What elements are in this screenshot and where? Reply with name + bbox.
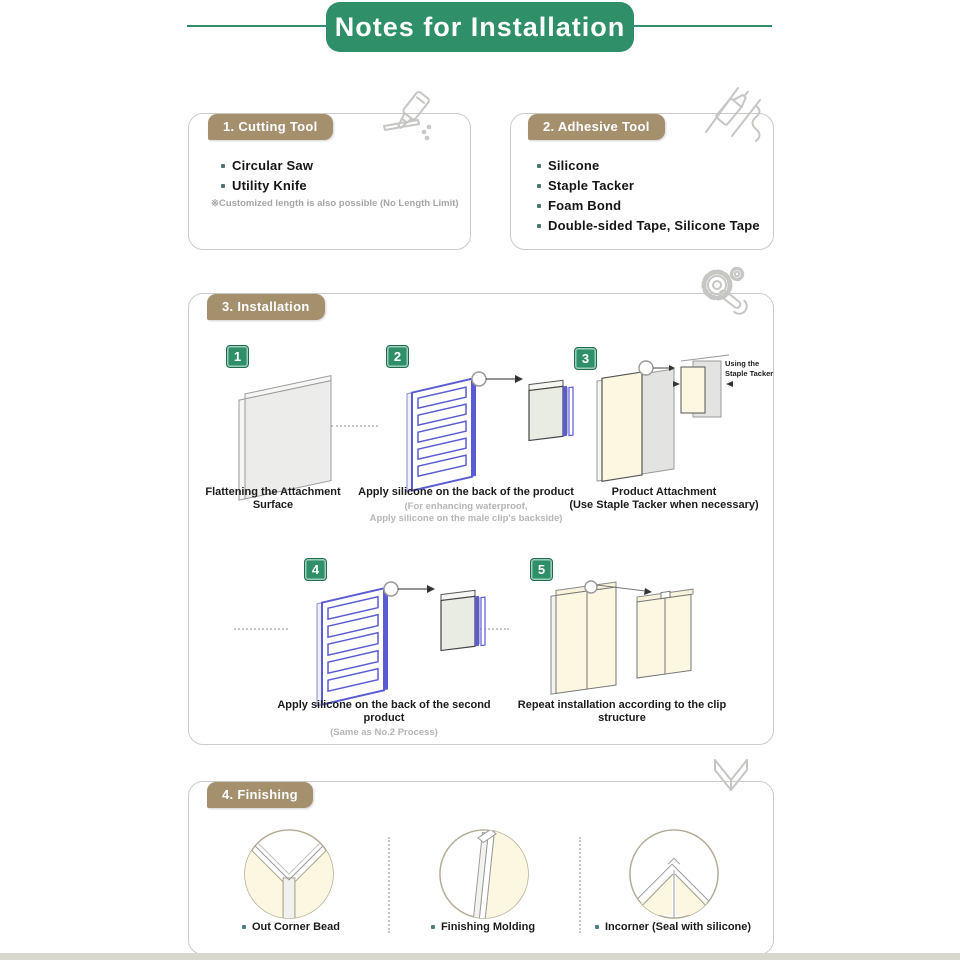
- dotted-separator: [388, 837, 390, 933]
- incorner-illustration: [627, 827, 721, 921]
- page-title: [326, 2, 634, 52]
- caption-text: Repeat installation according to the clip structure: [517, 699, 727, 724]
- bottom-strip: [0, 953, 960, 960]
- bullet-icon: [537, 164, 541, 168]
- finishing-title: 4. Finishing: [207, 782, 313, 808]
- cutting-tool-note: ※Customized length is also possible (No Length Limit): [211, 198, 459, 209]
- list-item: [537, 198, 760, 213]
- inset-label-line1: Using the: [725, 359, 760, 368]
- bullet-icon: [595, 925, 599, 929]
- step3-caption: [549, 486, 779, 512]
- list-item-label: Silicone: [548, 158, 600, 173]
- installation-panel: [188, 293, 774, 745]
- finishing-panel: [188, 781, 774, 955]
- step-number-badge: 1: [226, 345, 249, 368]
- finishing-item-text: Finishing Molding: [440, 921, 536, 933]
- utility-knife-icon: [378, 88, 440, 148]
- caption-text: Flattening the Attachment Surface: [205, 486, 341, 511]
- bullet-icon: [242, 925, 246, 929]
- dotted-separator: [234, 628, 288, 630]
- staple-tacker-inset-label: [725, 359, 777, 379]
- step-number-badge: 5: [530, 558, 553, 581]
- step4-silicone-illustration: [301, 559, 491, 711]
- silicone-gun-icon: [698, 84, 770, 154]
- list-item-label: Circular Saw: [232, 158, 314, 173]
- corner-bead-icon: [705, 756, 757, 808]
- finishing-item-label: [211, 921, 371, 933]
- list-item: [537, 158, 760, 173]
- bullet-icon: [221, 164, 225, 168]
- caption-text: Apply silicone on the back of the product: [358, 486, 574, 498]
- adhesive-tool-list: [537, 158, 760, 238]
- step-number-badge: 2: [386, 345, 409, 368]
- step4-subcaption: [264, 727, 504, 739]
- finishing-item-text: Incorner (Seal with silicone): [604, 921, 752, 933]
- inset-label-line2: Staple Tacker: [725, 369, 774, 378]
- page-title-text: Notes for Installation: [334, 11, 626, 42]
- step-number-badge: 4: [304, 558, 327, 581]
- step1-flat-surface-illustration: [213, 351, 363, 501]
- finishing-item-label: [403, 921, 563, 933]
- step5-repeat-illustration: [541, 561, 721, 701]
- step1-caption: [189, 486, 357, 512]
- list-item: [537, 178, 760, 193]
- finishing-molding-illustration: [437, 827, 531, 921]
- subcaption-line2: Apply silicone on the male clip's backside): [369, 513, 563, 524]
- subcaption-line1: (For enhancing waterproof,: [404, 501, 528, 512]
- gear-wrench-icon: [695, 264, 753, 322]
- bullet-icon: [221, 184, 225, 188]
- cutting-tool-title: 1. Cutting Tool: [208, 114, 333, 140]
- list-item-label: Utility Knife: [232, 178, 307, 193]
- step-number-badge: 3: [574, 347, 597, 370]
- bullet-icon: [537, 184, 541, 188]
- list-item-label: Staple Tacker: [548, 178, 635, 193]
- bullet-icon: [537, 224, 541, 228]
- caption-text-line2: (Use Staple Tacker when necessary): [569, 499, 759, 511]
- caption-text: Product Attachment: [611, 486, 717, 498]
- bullet-icon: [431, 925, 435, 929]
- out-corner-bead-illustration: [242, 827, 336, 921]
- finishing-item-text: Out Corner Bead: [251, 921, 340, 933]
- bullet-icon: [537, 204, 541, 208]
- cutting-tool-list: [211, 158, 459, 209]
- list-item: [537, 218, 760, 233]
- step2-silicone-illustration: [391, 351, 581, 499]
- adhesive-tool-title: 2. Adhesive Tool: [528, 114, 665, 140]
- finishing-item-label: [578, 921, 768, 933]
- installation-title: 3. Installation: [207, 294, 325, 320]
- list-item: [221, 158, 459, 173]
- step4-caption: [264, 699, 504, 739]
- subcaption-line1: (Same as No.2 Process): [330, 727, 438, 738]
- list-item-label: Foam Bond: [548, 198, 622, 213]
- list-item: [221, 178, 459, 193]
- caption-text: Apply silicone on the back of the second product: [277, 699, 491, 724]
- step5-caption: [506, 699, 738, 725]
- list-item-label: Double-sided Tape, Silicone Tape: [548, 218, 760, 233]
- dotted-separator: [579, 837, 581, 933]
